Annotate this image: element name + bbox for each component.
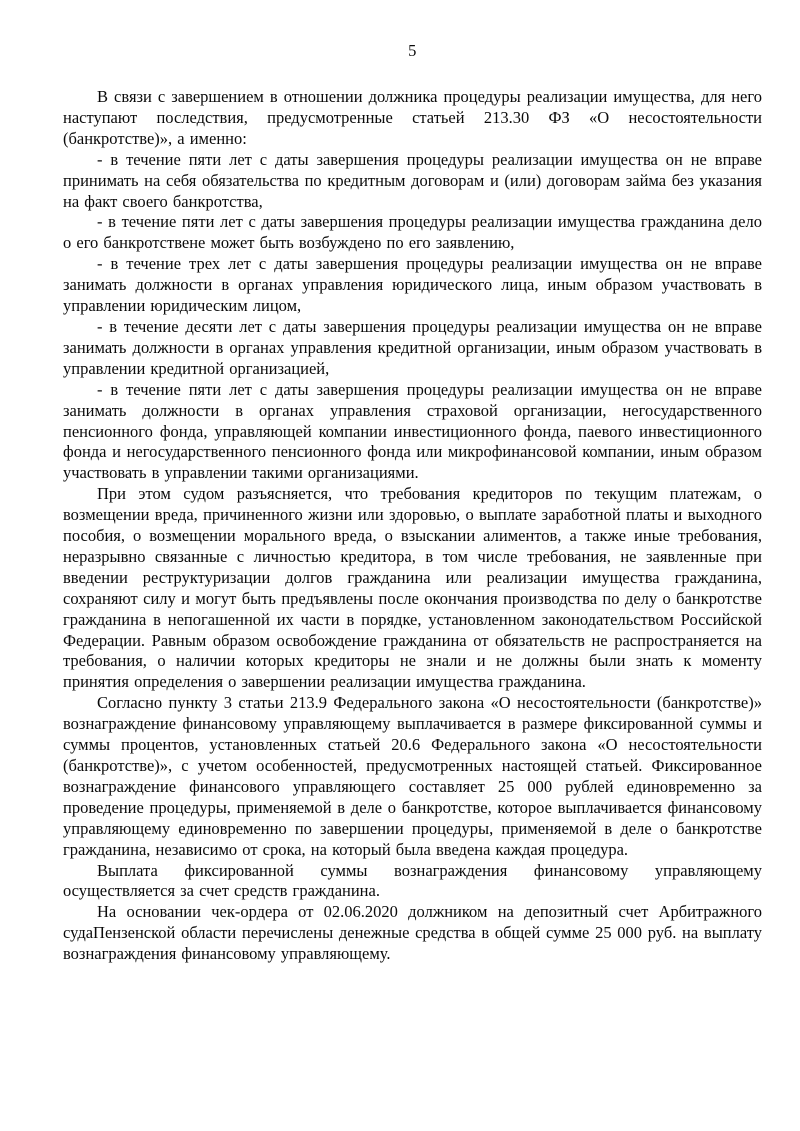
paragraph-consequence-legal-entity: - в течение трех лет с даты завершения процедуры реализации имущества он не вправе занимать должности в органах управления юридического лица, иным образом участвовать в управлении юридическим лицом, [63,254,762,316]
paragraph-court-clarification: При этом судом разъясняется, что требования кредиторов по текущим платежам, о возмещении вреда, причиненного жизни или здоровью, о выплате заработной платы и выходного пособия, о возмещении морального вреда, о взыскании алиментов, а также иные требования, неразрывно связанные с личностью кредитора, в том числе требования, не заявленные при введении реструктуризации долгов гражданина или реализации имущества гражданина, сохраняют силу и могут быть предъявлены после окончания производства по делу о банкротстве гражданина в непогашенной их части в порядке, установленном законодательством Российской Федерации. Равным образом освобождение гражданина от обязательств не распространяется на требования, о наличии которых кредиторы не знали и не должны были знать к моменту принятия определения о завершении реализации имущества гражданина. [63,484,762,692]
paragraph-intro: В связи с завершением в отношении должника процедуры реализации имущества, для него наступают последствия, предусмотренные статьей 213.30 ФЗ «О несостоятельности (банкротстве)», а именно: [63,87,762,148]
page-number: 5 [408,41,417,60]
paragraph-consequence-refiling: - в течение пяти лет с даты завершения процедуры реализации имущества гражданина дело о его банкротствене может быть возбуждено по его заявлению, [63,212,762,253]
paragraph-consequence-credit: - в течение пяти лет с даты завершения процедуры реализации имущества он не вправе принимать на себя обязательства по кредитным договорам и (или) договорам займа без указания на факт своего банкротства, [63,149,762,211]
paragraph-consequence-credit-org: - в течение десяти лет с даты завершения процедуры реализации имущества он не вправе занимать должности в органах управления кредитной организации, иным образом участвовать в управлении кредитной организацией, [63,316,762,378]
paragraph-deposit-transfer: На основании чек-ордера от 02.06.2020 должником на депозитный счет Арбитражного судаПензенской области перечислены денежные средства в общей сумме 25 000 руб. на выплату вознаграждения финансовому управляющему. [63,902,762,964]
paragraph-consequence-insurance-org: - в течение пяти лет с даты завершения процедуры реализации имущества он не вправе занимать должности в органах управления страховой организации, негосударственного пенсионного фонда, управляющей компании инвестиционного фонда, паевого инвестиционного фонда и негосударственного пенсионного фонда или микрофинансовой компании, иным образом участвовать в управлении такими организациями. [63,379,762,483]
document-body [63,87,762,965]
paragraph-remuneration-payment: Выплата фиксированной суммы вознаграждения финансовому управляющему осуществляется за счет средств гражданина. [63,860,762,901]
paragraph-remuneration-law: Согласно пункту 3 статьи 213.9 Федерального закона «О несостоятельности (банкротстве)» вознаграждение финансовому управляющему выплачивается в размере фиксированной суммы и суммы процентов, установленных статьей 20.6 Федерального закона «О несостоятельности (банкротстве)», с учетом особенностей, предусмотренных настоящей статьей. Фиксированное вознаграждение финансового управляющего составляет 25 000 рублей единовременно за проведение процедуры, применяемой в деле о банкротстве, которое выплачивается финансовому управляющему единовременно по завершении процедуры, применяемой в деле о банкротстве гражданина, независимо от срока, на который была введена каждая процедура. [63,693,762,859]
